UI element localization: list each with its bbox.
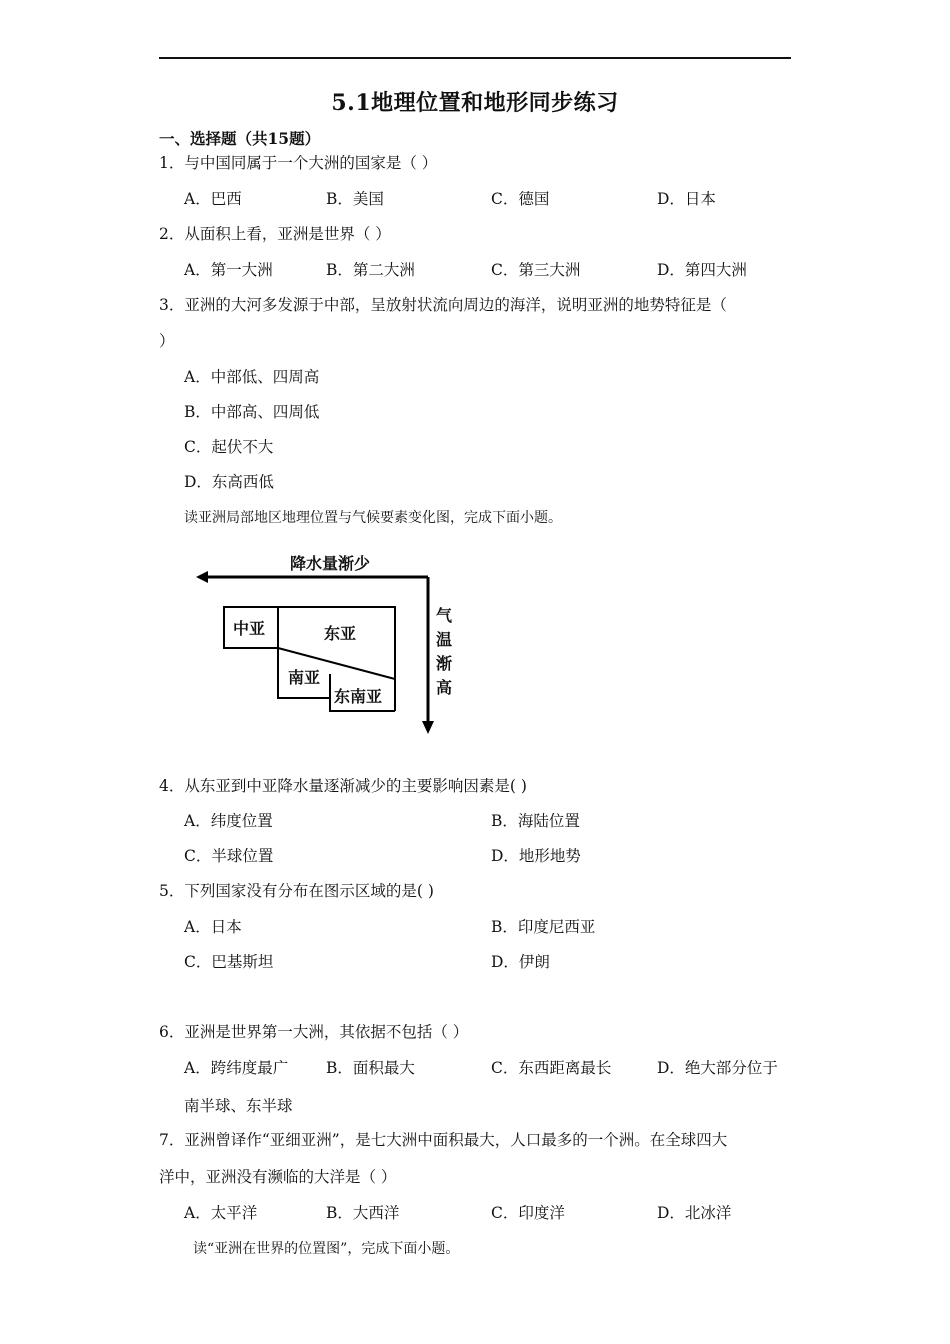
q6-option-d[interactable]: D．绝大部分位于 (657, 1059, 778, 1077)
question-6-stem: 6．亚洲是世界第一大洲，其依据不包括（ ） (159, 1023, 469, 1041)
q4-option-a[interactable]: A．纬度位置 (184, 812, 273, 830)
reading-prompt-2: 读“亚洲在世界的位置图”，完成下面小题。 (193, 1241, 460, 1257)
header-rule (159, 57, 791, 59)
q4-option-c[interactable]: C．半球位置 (184, 847, 274, 865)
climate-diagram (190, 548, 462, 738)
reading-prompt-1: 读亚洲局部地区地理位置与气候要素变化图，完成下面小题。 (184, 510, 562, 526)
q7-option-b[interactable]: B．大西洋 (326, 1204, 400, 1222)
q2-option-d[interactable]: D．第四大洲 (657, 261, 747, 279)
question-3-stem: 3．亚洲的大河多发源于中部，呈放射状流向周边的海洋，说明亚洲的地势特征是（ (159, 296, 727, 314)
question-2-stem: 2．从面积上看，亚洲是世界（ ） (159, 225, 391, 243)
temperature-label: 气温渐高 (435, 606, 452, 697)
question-4-stem: 4．从东亚到中亚降水量逐渐减少的主要影响因素是( ) (159, 777, 527, 795)
q3-option-d[interactable]: D．东高西低 (184, 473, 274, 491)
q5-option-a[interactable]: A．日本 (184, 918, 242, 936)
q6-option-d-cont: 南半球、东半球 (184, 1097, 293, 1115)
question-7-stem: 7．亚洲曾译作“亚细亚洲”，是七大洲中面积最大，人口最多的一个洲。在全球四大 (159, 1131, 728, 1149)
q6-option-b[interactable]: B．面积最大 (326, 1059, 415, 1077)
label-central-asia: 中亚 (233, 619, 266, 638)
q1-option-b[interactable]: B．美国 (326, 190, 384, 208)
q3-option-c[interactable]: C．起伏不大 (184, 438, 274, 456)
diagram-lines (190, 548, 462, 738)
q2-option-c[interactable]: C．第三大洲 (491, 261, 581, 279)
q2-option-a[interactable]: A．第一大洲 (184, 261, 273, 279)
question-3-stem-cont: ） (159, 332, 175, 350)
q3-option-b[interactable]: B．中部高、四周低 (184, 403, 320, 421)
q1-option-d[interactable]: D．日本 (657, 190, 716, 208)
precipitation-label: 降水量渐少 (290, 554, 371, 573)
q6-option-c[interactable]: C．东西距离最长 (491, 1059, 612, 1077)
q7-option-a[interactable]: A．太平洋 (184, 1204, 258, 1222)
q7-option-c[interactable]: C．印度洋 (491, 1204, 565, 1222)
q7-option-d[interactable]: D．北冰洋 (657, 1204, 732, 1222)
page-title: 5.1地理位置和地形同步练习 (331, 90, 619, 116)
q3-option-a[interactable]: A．中部低、四周高 (184, 368, 320, 386)
q2-option-b[interactable]: B．第二大洲 (326, 261, 415, 279)
question-7-stem-cont: 洋中，亚洲没有濒临的大洋是（ ） (159, 1168, 397, 1186)
label-southeast-asia: 东南亚 (334, 687, 383, 706)
q4-option-b[interactable]: B．海陆位置 (491, 812, 580, 830)
label-east-asia: 东亚 (324, 624, 357, 643)
section-heading: 一、选择题（共15题） (159, 129, 321, 148)
q1-option-a[interactable]: A．巴西 (184, 190, 242, 208)
question-1-stem: 1．与中国同属于一个大洲的国家是（ ） (159, 154, 438, 172)
q4-option-d[interactable]: D．地形地势 (491, 847, 581, 865)
arrow-left-icon (196, 571, 208, 583)
q1-option-c[interactable]: C．德国 (491, 190, 550, 208)
arrow-down-icon (422, 721, 434, 734)
q6-option-a[interactable]: A．跨纬度最广 (184, 1059, 289, 1077)
q5-option-b[interactable]: B．印度尼西亚 (491, 918, 596, 936)
question-5-stem: 5．下列国家没有分布在图示区域的是( ) (159, 882, 434, 900)
label-south-asia: 南亚 (288, 668, 321, 687)
q5-option-d[interactable]: D．伊朗 (491, 953, 550, 971)
q5-option-c[interactable]: C．巴基斯坦 (184, 953, 274, 971)
